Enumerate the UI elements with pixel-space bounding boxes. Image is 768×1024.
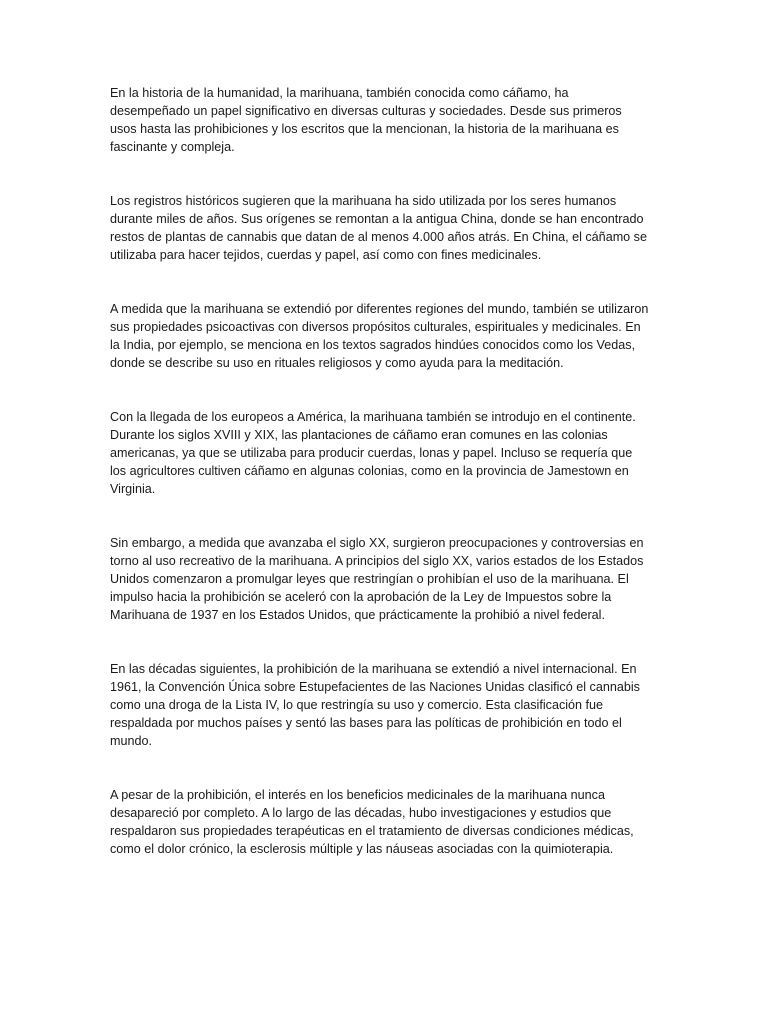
document-page: [110, 84, 650, 894]
paragraph-3: A medida que la marihuana se extendió por diferentes regiones del mundo, también se utilizaron sus propiedades psicoactivas con diversos propósitos culturales, espirituales y medicinales. En la India, por ejemplo, se menciona en los textos sagrados hindúes conocidos como los Vedas, donde se describe su uso en rituales religiosos y como ayuda para la meditación.: [110, 302, 649, 370]
paragraph-5: Sin embargo, a medida que avanzaba el siglo XX, surgieron preocupaciones y controversias en torno al uso recreativo de la marihuana. A principios del siglo XX, varios estados de los Estados Unidos comenzaron a promulgar leyes que restringían o prohibían el uso de la marihuana. El impulso hacia la prohibición se aceleró con la aprobación de la Ley de Impuestos sobre la Marihuana de 1937 en los Estados Unidos, que prácticamente la prohibió a nivel federal.: [110, 536, 644, 622]
paragraph-7: A pesar de la prohibición, el interés en los beneficios medicinales de la marihuana nunca desapareció por completo. A lo largo de las décadas, hubo investigaciones y estudios que respaldaron sus propiedades terapéuticas en el tratamiento de diversas condiciones médicas, como el dolor crónico, la esclerosis múltiple y las náuseas asociadas con la quimioterapia.: [110, 788, 634, 856]
paragraph-1: En la historia de la humanidad, la marihuana, también conocida como cáñamo, ha desempeñado un papel significativo en diversas culturas y sociedades. Desde sus primeros usos hasta las prohibiciones y los escritos que la mencionan, la historia de la marihuana es fascinante y compleja.: [110, 86, 622, 154]
paragraph-6: En las décadas siguientes, la prohibición de la marihuana se extendió a nivel internacional. En 1961, la Convención Única sobre Estupefacientes de las Naciones Unidas clasificó el cannabis como una droga de la Lista IV, lo que restringía su uso y comercio. Esta clasificación fue respaldada por muchos países y sentó las bases para las políticas de prohibición en todo el mundo.: [110, 662, 640, 748]
paragraph-2: Los registros históricos sugieren que la marihuana ha sido utilizada por los seres humanos durante miles de años. Sus orígenes se remontan a la antigua China, donde se han encontrado restos de plantas de cannabis que datan de al menos 4.000 años atrás. En China, el cáñamo se utilizaba para hacer tejidos, cuerdas y papel, así como con fines medicinales.: [110, 194, 647, 262]
paragraph-4: Con la llegada de los europeos a América, la marihuana también se introdujo en el continente. Durante los siglos XVIII y XIX, las plantaciones de cáñamo eran comunes en las colonias americanas, ya que se utilizaba para producir cuerdas, lonas y papel. Incluso se requería que los agricultores cultiven cáñamo en algunas colonias, como en la provincia de Jamestown en Virginia.: [110, 410, 636, 496]
